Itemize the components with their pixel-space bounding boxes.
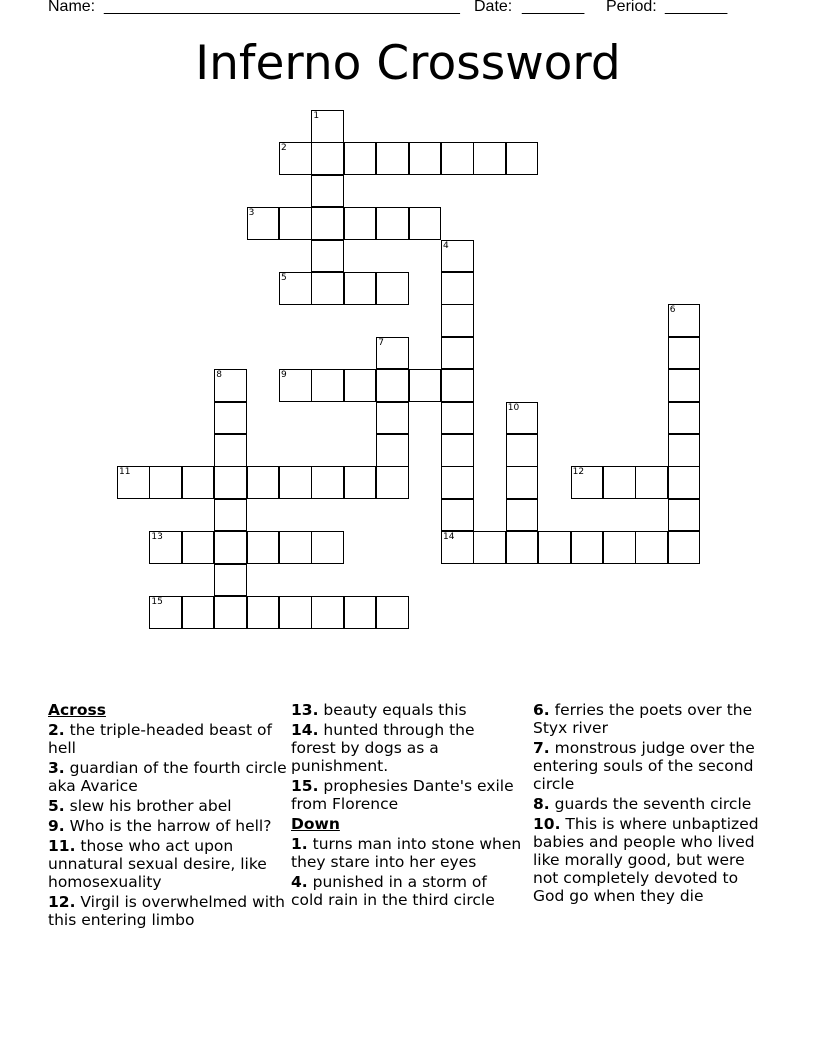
clue-number: 12 xyxy=(572,467,585,478)
grid-cell[interactable] xyxy=(603,531,636,564)
grid-cell[interactable] xyxy=(441,142,474,175)
clue-down-7: 7. monstrous judge over the entering souls of the second circle xyxy=(533,739,755,793)
clue-number: 8 xyxy=(216,370,222,381)
grid-cell[interactable] xyxy=(473,531,506,564)
grid-cell[interactable] xyxy=(506,499,539,532)
grid-cell[interactable] xyxy=(214,596,247,629)
grid-cell[interactable] xyxy=(214,402,247,435)
grid-cell[interactable] xyxy=(376,466,409,499)
grid-cell[interactable] xyxy=(668,369,701,402)
grid-cell[interactable] xyxy=(182,531,215,564)
grid-cell[interactable] xyxy=(441,337,474,370)
clues-column-1 xyxy=(48,701,288,931)
clue-down-4: 4. punished in a storm of cold rain in the third circle xyxy=(291,873,495,909)
grid-cell[interactable] xyxy=(344,466,377,499)
grid-cell[interactable] xyxy=(376,207,409,240)
clue-number: 15 xyxy=(151,597,163,607)
grid-cell[interactable] xyxy=(441,369,474,402)
clue-down-10: 10. This is where unbaptized babies and people who lived like morally good, but were not completely devoted to God go when they die xyxy=(533,815,759,905)
grid-cell[interactable] xyxy=(311,175,344,208)
clue-number: 11 xyxy=(119,467,131,478)
grid-cell[interactable] xyxy=(376,272,409,305)
grid-cell[interactable] xyxy=(247,596,280,629)
grid-cell[interactable] xyxy=(214,531,247,564)
grid-cell[interactable] xyxy=(506,434,539,467)
grid-cell[interactable] xyxy=(603,466,636,499)
across-heading: Across xyxy=(48,701,106,719)
grid-cell[interactable] xyxy=(311,596,344,629)
grid-cell[interactable] xyxy=(441,499,474,532)
grid-cell[interactable] xyxy=(376,596,409,629)
grid-cell[interactable] xyxy=(441,304,474,337)
grid-cell[interactable] xyxy=(376,402,409,435)
grid-cell[interactable] xyxy=(311,272,344,305)
grid-cell[interactable] xyxy=(668,402,701,435)
clue-number: 5 xyxy=(281,273,287,283)
grid-cell[interactable] xyxy=(376,434,409,467)
clue-across-2: 2. the triple-headed beast of hell xyxy=(48,721,272,757)
grid-cell[interactable] xyxy=(279,466,312,499)
grid-cell[interactable] xyxy=(149,466,182,499)
grid-cell[interactable] xyxy=(506,531,539,564)
grid-cell[interactable] xyxy=(344,272,377,305)
page-title: Inferno Crossword xyxy=(195,36,621,91)
grid-cell[interactable] xyxy=(311,531,344,564)
grid-cell[interactable] xyxy=(668,531,701,564)
clue-number: 1 xyxy=(313,111,320,121)
clue-across-3: 3. guardian of the fourth circle aka Avarice xyxy=(48,759,287,795)
grid-cell[interactable] xyxy=(247,531,280,564)
grid-cell[interactable] xyxy=(409,142,442,175)
clue-number: 2 xyxy=(281,143,287,154)
clue-number: 9 xyxy=(281,370,287,381)
clue-number: 10 xyxy=(507,402,520,413)
clue-across-9: 9. Who is the harrow of hell? xyxy=(48,817,272,835)
grid-cell[interactable] xyxy=(538,531,571,564)
clue-down-8: 8. guards the seventh circle xyxy=(533,795,752,813)
grid-cell[interactable] xyxy=(344,207,377,240)
grid-cell[interactable] xyxy=(441,466,474,499)
clue-number: 3 xyxy=(248,208,255,219)
clue-across-5: 5. slew his brother abel xyxy=(48,797,232,815)
down-heading: Down xyxy=(291,815,340,833)
grid-cell[interactable] xyxy=(214,434,247,467)
clue-number: 4 xyxy=(443,240,449,251)
grid-cell[interactable] xyxy=(182,466,215,499)
clue-number: 6 xyxy=(669,305,676,316)
grid-cell[interactable] xyxy=(311,207,344,240)
clue-across-14: 14. hunted through the forest by dogs as a punishment. xyxy=(291,721,475,775)
grid-cell[interactable] xyxy=(506,466,539,499)
grid-cell[interactable] xyxy=(214,564,247,597)
grid-cell[interactable] xyxy=(635,531,668,564)
date-label: Date: xyxy=(474,0,513,15)
grid-cell[interactable] xyxy=(214,499,247,532)
clues-column-2 xyxy=(291,701,523,911)
grid-cell[interactable] xyxy=(668,337,701,370)
period-field[interactable]: _______ xyxy=(665,0,728,15)
clue-across-12: 12. Virgil is overwhelmed with this entering limbo xyxy=(48,893,285,929)
grid-cell[interactable] xyxy=(311,142,344,175)
grid-cell[interactable] xyxy=(311,466,344,499)
grid-cell[interactable] xyxy=(441,402,474,435)
grid-cell[interactable] xyxy=(441,272,474,305)
grid-cell[interactable] xyxy=(344,142,377,175)
grid-cell[interactable] xyxy=(311,240,344,273)
grid-cell[interactable] xyxy=(506,142,539,175)
name-field[interactable]: ________________________________________ xyxy=(104,0,460,15)
grid-cell[interactable] xyxy=(571,531,604,564)
grid-cell[interactable] xyxy=(344,596,377,629)
clue-across-11: 11. those who act upon unnatural sexual desire, like homosexuality xyxy=(48,837,267,891)
grid-cell[interactable] xyxy=(668,499,701,532)
grid-cell[interactable] xyxy=(668,434,701,467)
clue-down-1: 1. turns man into stone when they stare into her eyes xyxy=(291,835,522,871)
clue-across-13: 13. beauty equals this xyxy=(291,701,467,719)
clue-across-15: 15. prophesies Dante's exile from Florence xyxy=(291,777,514,813)
clue-number: 14 xyxy=(443,532,455,543)
period-label: Period: xyxy=(606,0,657,15)
grid-cell[interactable] xyxy=(214,466,247,499)
grid-cell[interactable] xyxy=(376,369,409,402)
grid-cell[interactable] xyxy=(668,466,701,499)
grid-cell[interactable] xyxy=(182,596,215,629)
grid-cell[interactable] xyxy=(279,207,312,240)
grid-cell[interactable] xyxy=(311,369,344,402)
grid-cell[interactable] xyxy=(409,369,442,402)
grid-cell[interactable] xyxy=(344,369,377,402)
grid-cell[interactable] xyxy=(376,142,409,175)
grid-cell[interactable] xyxy=(635,466,668,499)
clue-down-6: 6. ferries the poets over the Styx river xyxy=(533,701,753,737)
grid-cell[interactable] xyxy=(247,466,280,499)
clues-column-3 xyxy=(533,701,769,907)
grid-cell[interactable] xyxy=(473,142,506,175)
clue-number: 13 xyxy=(151,532,163,543)
grid-cell[interactable] xyxy=(279,531,312,564)
name-label: Name: xyxy=(48,0,96,15)
clue-number: 7 xyxy=(378,337,384,348)
date-field[interactable]: _______ xyxy=(522,0,585,15)
grid-cell[interactable] xyxy=(441,434,474,467)
grid-cell[interactable] xyxy=(409,207,442,240)
grid-cell[interactable] xyxy=(279,596,312,629)
